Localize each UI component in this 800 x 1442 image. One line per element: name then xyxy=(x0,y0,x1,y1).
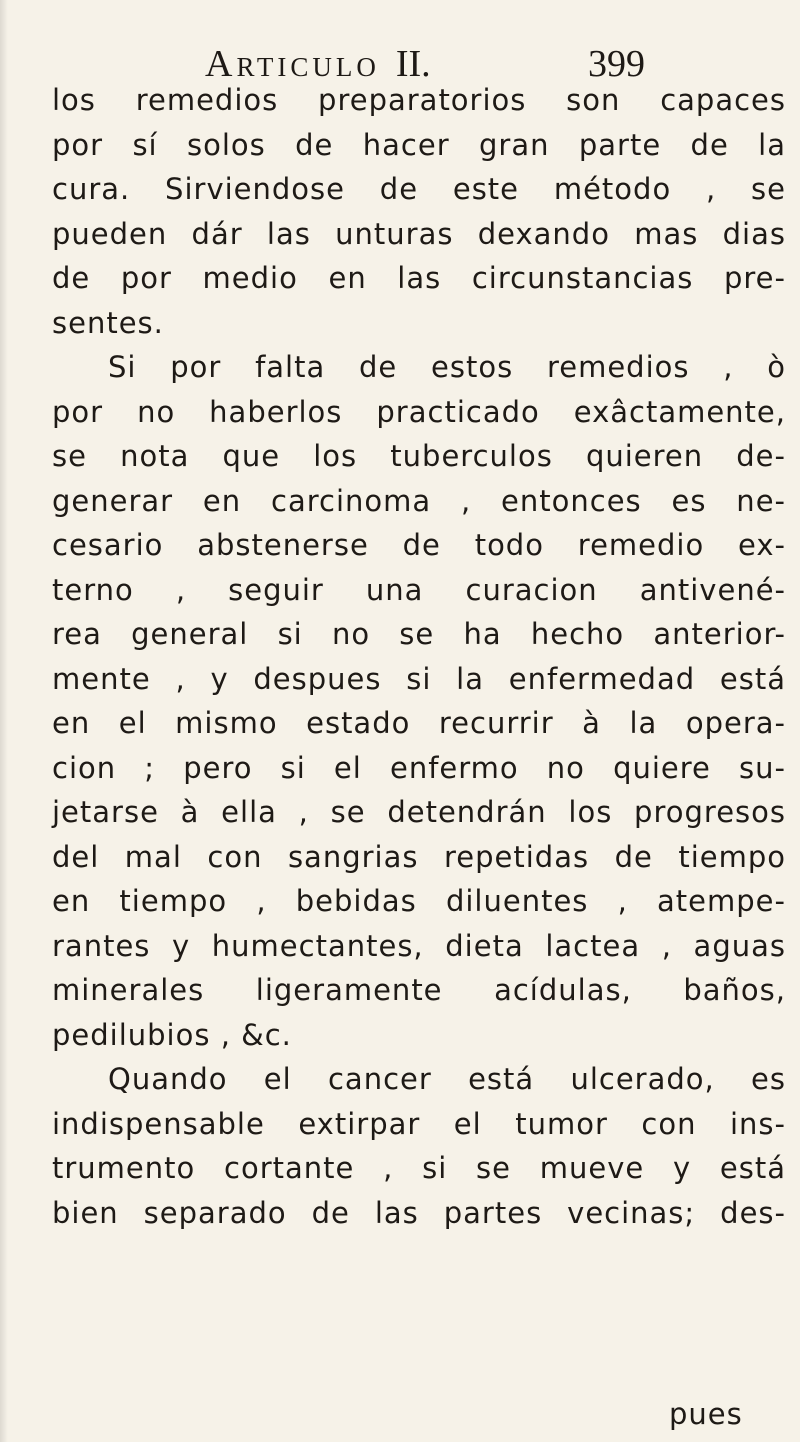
text-line: de por medio en las circunstancias pre- xyxy=(52,261,786,295)
text-line: del mal con sangrias repetidas de tiempo xyxy=(52,839,786,874)
text-line: en tiempo , bebidas diluentes , atempe- xyxy=(52,884,786,918)
text-line: sentes. xyxy=(52,305,164,340)
running-head-title: Articulo xyxy=(205,43,380,85)
text-line: mente , y despues si la enfermedad está xyxy=(52,661,786,696)
body-text xyxy=(0,78,800,1235)
catchword: pues xyxy=(669,1397,743,1431)
text-line: cion ; pero si el enfermo no quiere su- xyxy=(52,750,786,785)
text-line: terno , seguir una curacion antivené- xyxy=(52,572,786,607)
text-line: en el mismo estado recurrir à la opera- xyxy=(52,706,786,740)
text-line: rantes y humectantes, dieta lactea , aguas xyxy=(52,928,786,963)
running-head-chapter: II. xyxy=(395,43,431,85)
paragraph-start-line: Quando el cancer está ulcerado, es xyxy=(108,1062,786,1096)
text-line: los remedios preparatorios son capaces xyxy=(52,83,786,117)
page-number: 399 xyxy=(588,43,645,85)
text-line: cura. Sirviendose de este método , se xyxy=(52,172,786,206)
text-line: se nota que los tuberculos quieren de- xyxy=(52,439,786,473)
text-line: pedilubios , &c. xyxy=(52,1017,292,1052)
paragraph-start-line: Si por falta de estos remedios , ò xyxy=(108,350,786,384)
text-line: pueden dár las unturas dexando mas dias xyxy=(52,216,786,251)
text-line: jetarse à ella , se detendrán los progresos xyxy=(52,795,786,829)
text-line: por sí solos de hacer gran parte de la xyxy=(52,127,786,162)
text-line: cesario abstenerse de todo remedio ex- xyxy=(52,528,786,562)
text-line: indispensable extirpar el tumor con ins- xyxy=(52,1106,786,1141)
text-line: minerales ligeramente acídulas, baños, xyxy=(52,973,786,1007)
text-line: por no haberlos practicado exâctamente, xyxy=(52,394,786,429)
text-line: rea general si no se ha hecho anterior- xyxy=(52,617,786,651)
text-line: trumento cortante , si se mueve y está xyxy=(52,1151,786,1185)
text-line: bien separado de las partes vecinas; des- xyxy=(52,1195,786,1230)
text-line: generar en carcinoma , entonces es ne- xyxy=(52,483,786,518)
